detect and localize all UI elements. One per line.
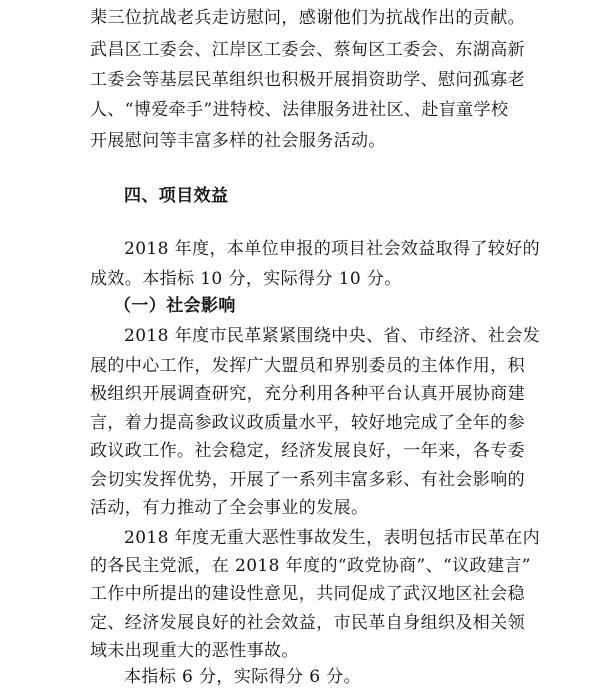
text-line: 域未出现重大的恶性事故。 [90,641,299,661]
text-line: 人、“博爱牵手”进特校、法律服务进社区、赴盲童学校 [90,100,509,120]
text-line: 工作中所提出的建设性意见，共同促成了武汉地区社会稳 [90,584,525,604]
text-line: 工委会等基层民革组织也积极开展捐资助学、慰问孤寡老 [90,70,525,90]
text-line: 开展慰问等丰富多样的社会服务活动。 [90,131,386,151]
text-line: 2018 年度无重大恶性事故发生，表明包括市民革在内 [124,528,541,548]
text-line: 2018 年度市民革紧紧围绕中央、省、市经济、社会发 [124,326,541,346]
text-line: 本指标 6 分，实际得分 6 分。 [124,667,362,687]
section-heading: 四、项目效益 [124,186,229,206]
subsection-heading: （一）社会影响 [114,296,236,316]
text-line: 政议政工作。社会稳定，经济发展良好，一年来，各专委 [90,441,525,461]
text-line: 定、经济发展良好的社会效益，市民革自身组织及相关领 [90,613,525,633]
text-line: 展的中心工作，发挥广大盟员和界别委员的主体作用，积 [90,356,525,376]
text-line: 言，着力提高参政议政质量水平，较好地完成了全年的参 [90,413,525,433]
text-line: 会切实发挥优势，开展了一系列丰富多彩、有社会影响的 [90,470,525,490]
text-line: 2018 年度，本单位申报的项目社会效益取得了较好的 [124,239,541,259]
text-line: 棐三位抗战老兵走访慰问，感谢他们为抗战作出的贡献。 [90,8,525,28]
text-line: 成效。本指标 10 分，实际得分 10 分。 [90,269,402,289]
text-line: 的各民主党派，在 2018 年度的“政党协商”、“议政建言” [90,556,531,576]
text-line: 极组织开展调查研究，充分利用各种平台认真开展协商建 [90,384,525,404]
text-line: 武昌区工委会、江岸区工委会、蔡甸区工委会、东湖高新 [90,40,525,60]
text-line: 活动，有力推动了全会事业的发展。 [90,498,369,518]
